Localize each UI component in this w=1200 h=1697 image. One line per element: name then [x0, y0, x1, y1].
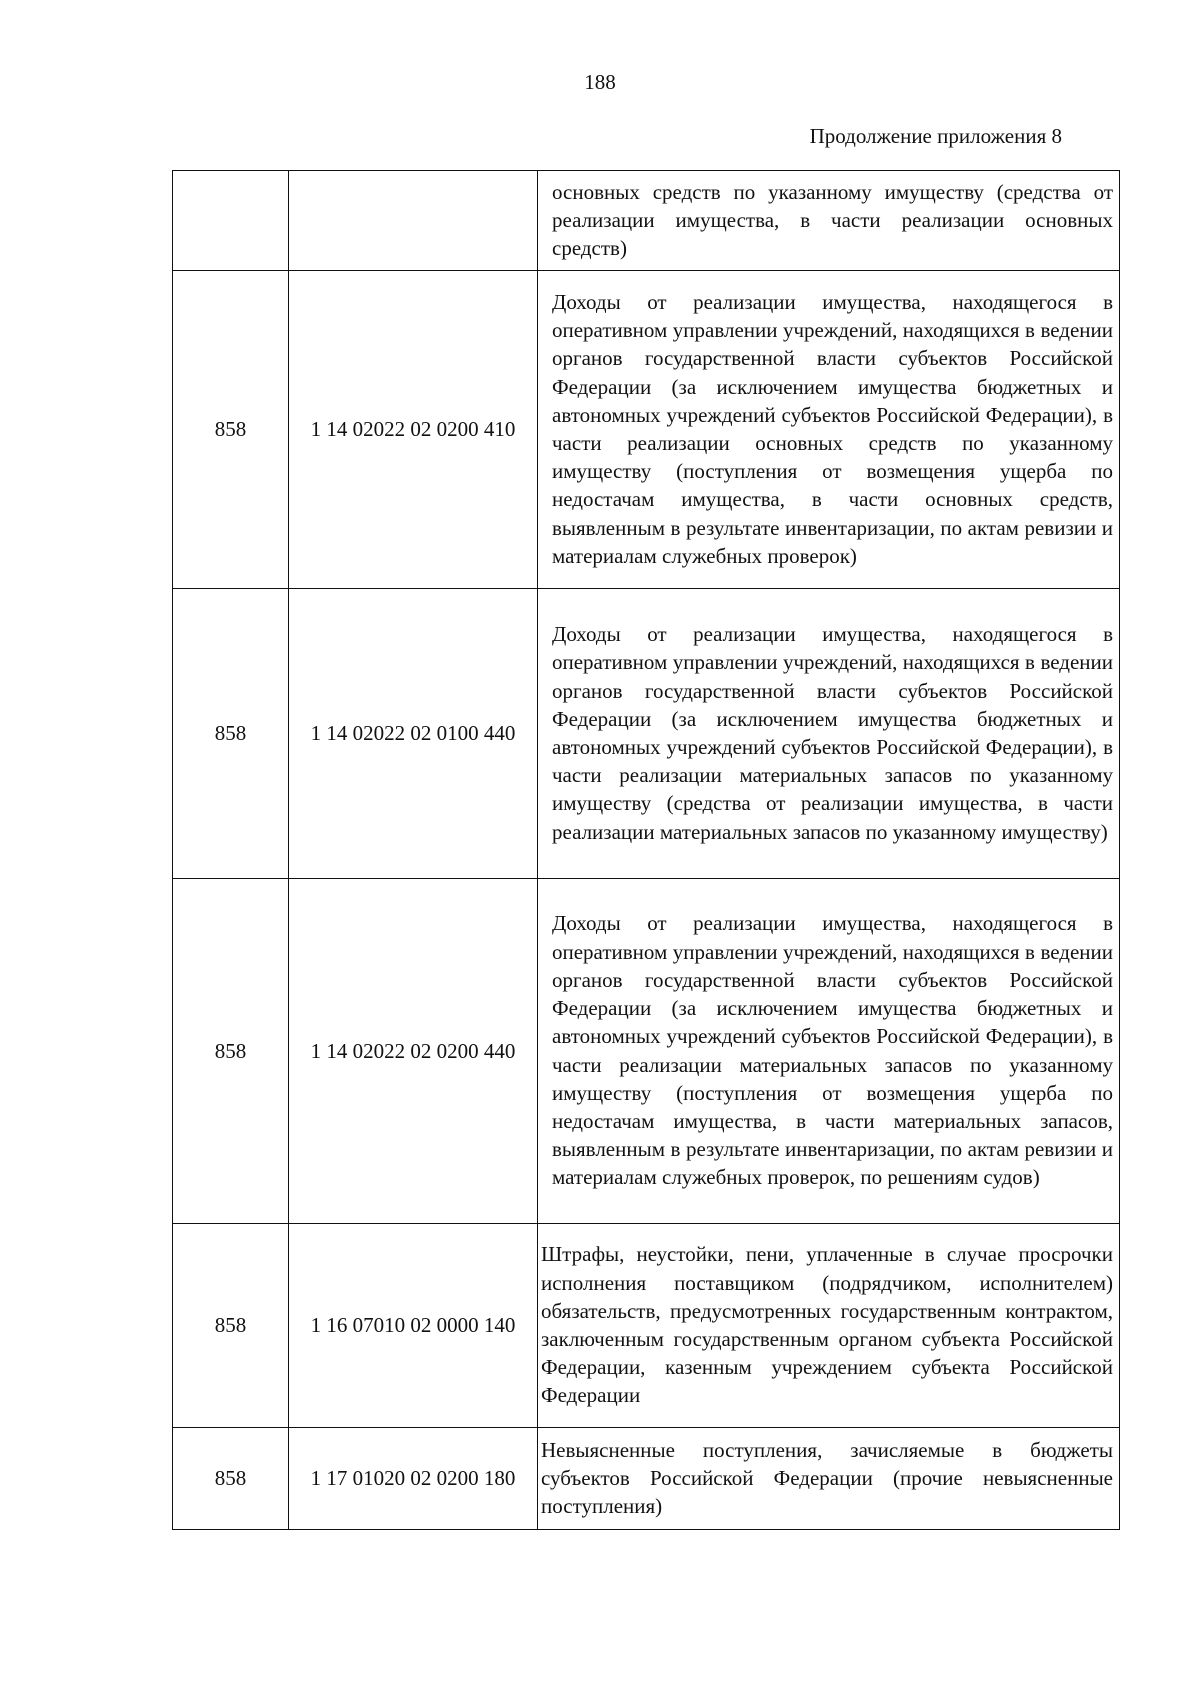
description-cell: Доходы от реализации имущества, находящегося в оперативном управлении учреждений, находящихся в ведении органов государственной власти субъектов Российской Федерации (за исключением имущества бюджетных и автономных учреждений субъектов Российской Федерации), в части реализации основных средств по указанному имуществу (поступления от возмещения ущерба по недостачам имущества, в части основных средств, выявленным в результате инвентаризации, по актам ревизии и материалам служебных проверок) [538, 271, 1120, 589]
page-number: 188 [584, 70, 616, 94]
table-row [173, 1428, 1120, 1530]
table-row [173, 589, 1120, 879]
budget-code-cell [289, 171, 538, 271]
budget-code-cell: 1 14 02022 02 0200 440 [289, 879, 538, 1224]
table-row [173, 171, 1120, 271]
description-cell: Доходы от реализации имущества, находящегося в оперативном управлении учреждений, находящихся в ведении органов государственной власти субъектов Российской Федерации (за исключением имущества бюджетных и автономных учреждений субъектов Российской Федерации), в части реализации материальных запасов по указанному имуществу (поступления от возмещения ущерба по недостачам имущества, в части материальных запасов, выявленным в результате инвентаризации, по актам ревизии и материалам служебных проверок, по решениям судов) [538, 879, 1120, 1224]
description-cell: Штрафы, неустойки, пени, уплаченные в случае просрочки исполнения поставщиком (подрядчиком, исполнителем) обязательств, предусмотренных государственным контрактом, заключенным государственным органом субъекта Российской Федерации, казенным учреждением субъекта Российской Федерации [538, 1224, 1120, 1428]
continuation-label: Продолжение приложения 8 [809, 124, 1062, 148]
revenue-codes-table [172, 170, 1120, 1530]
table-row [173, 1224, 1120, 1428]
admin-code-cell: 858 [173, 879, 289, 1224]
description-cell: Невыясненные поступления, зачисляемые в бюджеты субъектов Российской Федерации (прочие невыясненные поступления) [538, 1428, 1120, 1530]
budget-code-cell: 1 14 02022 02 0100 440 [289, 589, 538, 879]
admin-code-cell: 858 [173, 589, 289, 879]
admin-code-cell: 858 [173, 271, 289, 589]
budget-code-cell: 1 14 02022 02 0200 410 [289, 271, 538, 589]
table-row [173, 879, 1120, 1224]
admin-code-cell: 858 [173, 1428, 289, 1530]
description-cell: основных средств по указанному имуществу (средства от реализации имущества, в части реализации основных средств) [538, 171, 1120, 271]
table-row [173, 271, 1120, 589]
budget-code-cell: 1 16 07010 02 0000 140 [289, 1224, 538, 1428]
admin-code-cell: 858 [173, 1224, 289, 1428]
admin-code-cell [173, 171, 289, 271]
description-cell: Доходы от реализации имущества, находящегося в оперативном управлении учреждений, находящихся в ведении органов государственной власти субъектов Российской Федерации (за исключением имущества бюджетных и автономных учреждений субъектов Российской Федерации), в части реализации материальных запасов по указанному имуществу (средства от реализации имущества, в части реализации материальных запасов по указанному имуществу) [538, 589, 1120, 879]
budget-code-cell: 1 17 01020 02 0200 180 [289, 1428, 538, 1530]
